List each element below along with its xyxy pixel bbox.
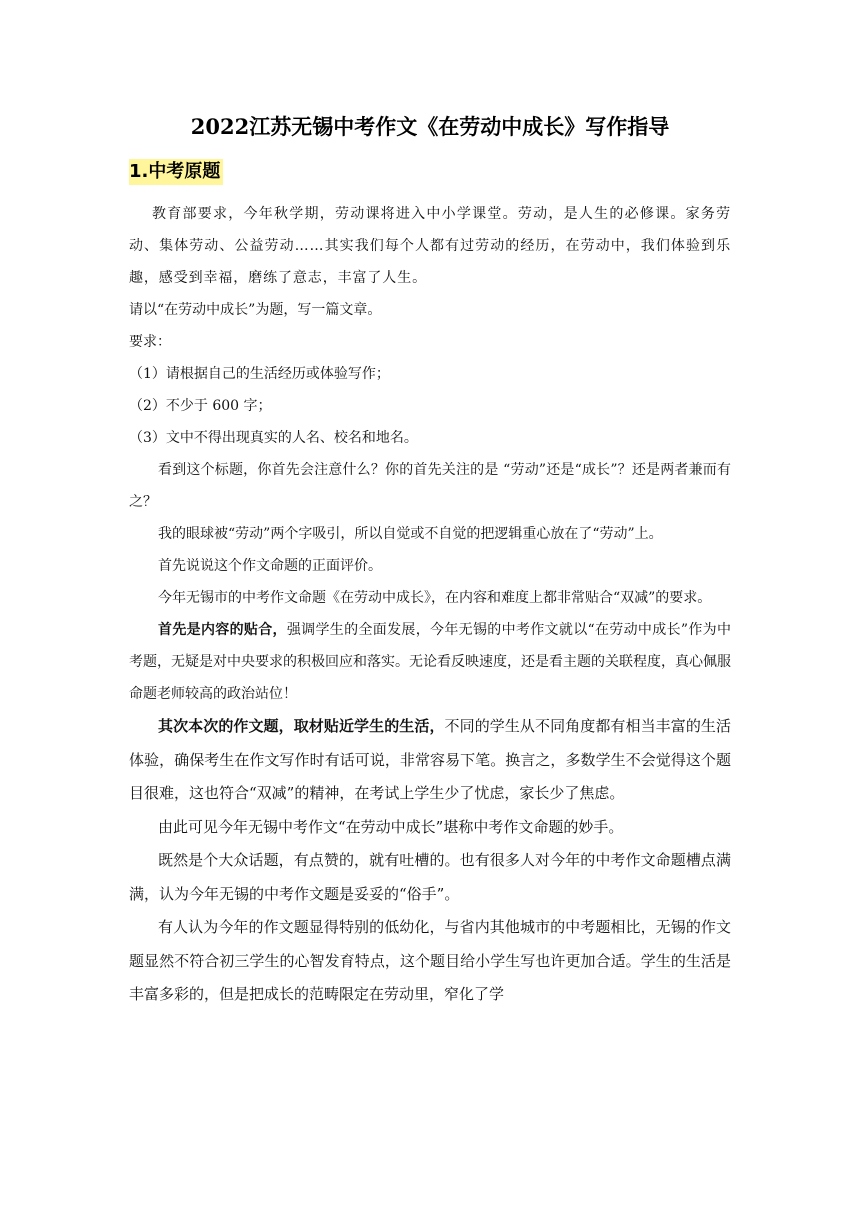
paragraph-focus: 我的眼球被“劳动”两个字吸引，所以自觉或不自觉的把逻辑重心放在了“劳动”上。 [158,526,663,542]
paragraph-instruction: 请以“在劳动中成长”为题，写一篇文章。 [129,302,382,318]
paragraph-content-fit-lead: 首先是内容的贴合， [158,622,287,638]
requirement-item-1: （1）请根据自己的生活经历或体验写作； [129,366,390,382]
paragraph-positive-intro: 首先说说这个作文命题的正面评价。 [158,558,382,574]
document-body [129,198,731,1012]
paragraph-low-level: 有人认为今年的作文题显得特别的低幼化，与省内其他城市的中考题相比，无锡的作文题显然不符合初三学生的心智发育特点，这个题目给小学生写也许更加合适。学生的生活是丰富多彩的，但是把成长的范畴限定在劳动里，窄化了学 [129,918,731,1003]
paragraph-content-fit-text: 强调学生的全面发展，今年无锡的中考作文就以“在劳动中成长”作为中考题，无疑是对中央要求的积极回应和落实。无论看反映速度，还是看主题的关联程度，真心佩服命题老师较高的政治站位！ [129,622,731,702]
paragraph-requirements-label: 要求： [129,334,171,350]
document-title: 2022江苏无锡中考作文《在劳动中成长》写作指导 [190,114,670,139]
paragraph-question: 看到这个标题，你首先会注意什么？你的首先关注的是 “劳动”还是“成长”？还是两者兼而有之？ [129,462,731,510]
paragraph-criticism: 既然是个大众话题，有点赞的，就有吐槽的。也有很多人对今年的中考作文命题槽点满满，认为今年无锡的中考作文题是妥妥的“俗手”。 [129,851,731,903]
paragraph-life-fit-lead: 其次本次的作文题，取材贴近学生的生活， [158,717,445,735]
requirement-item-2: （2）不少于 600 字； [129,398,272,414]
paragraph-conclusion: 由此可见今年无锡中考作文“在劳动中成长”堪称中考作文命题的妙手。 [158,817,624,836]
paragraph-content-fit [129,614,731,710]
section-heading: 1.中考原题 [129,159,223,185]
paragraph-prompt: 教育部要求，今年秋学期，劳动课将进入中小学课堂。劳动，是人生的必修课。家务劳动、集体劳动、公益劳动……其实我们每个人都有过劳动的经历，在劳动中，我们体验到乐趣，感受到幸福，磨练了意志，丰富了人生。 [129,206,731,286]
paragraph-life-fit [129,710,731,811]
paragraph-double-reduction: 今年无锡市的中考作文命题《在劳动中成长》，在内容和难度上都非常贴合“双减”的要求。 [158,590,712,606]
paragraph-life-fit-text: 不同的学生从不同角度都有相当丰富的生活体验，确保考生在作文写作时有话可说，非常容易下笔。换言之，多数学生不会觉得这个题目很难，这也符合“双减”的精神，在考试上学生少了忧虑，家长少了焦虑。 [129,717,731,802]
requirement-item-3: （3）文中不得出现真实的人名、校名和地名。 [129,430,418,446]
